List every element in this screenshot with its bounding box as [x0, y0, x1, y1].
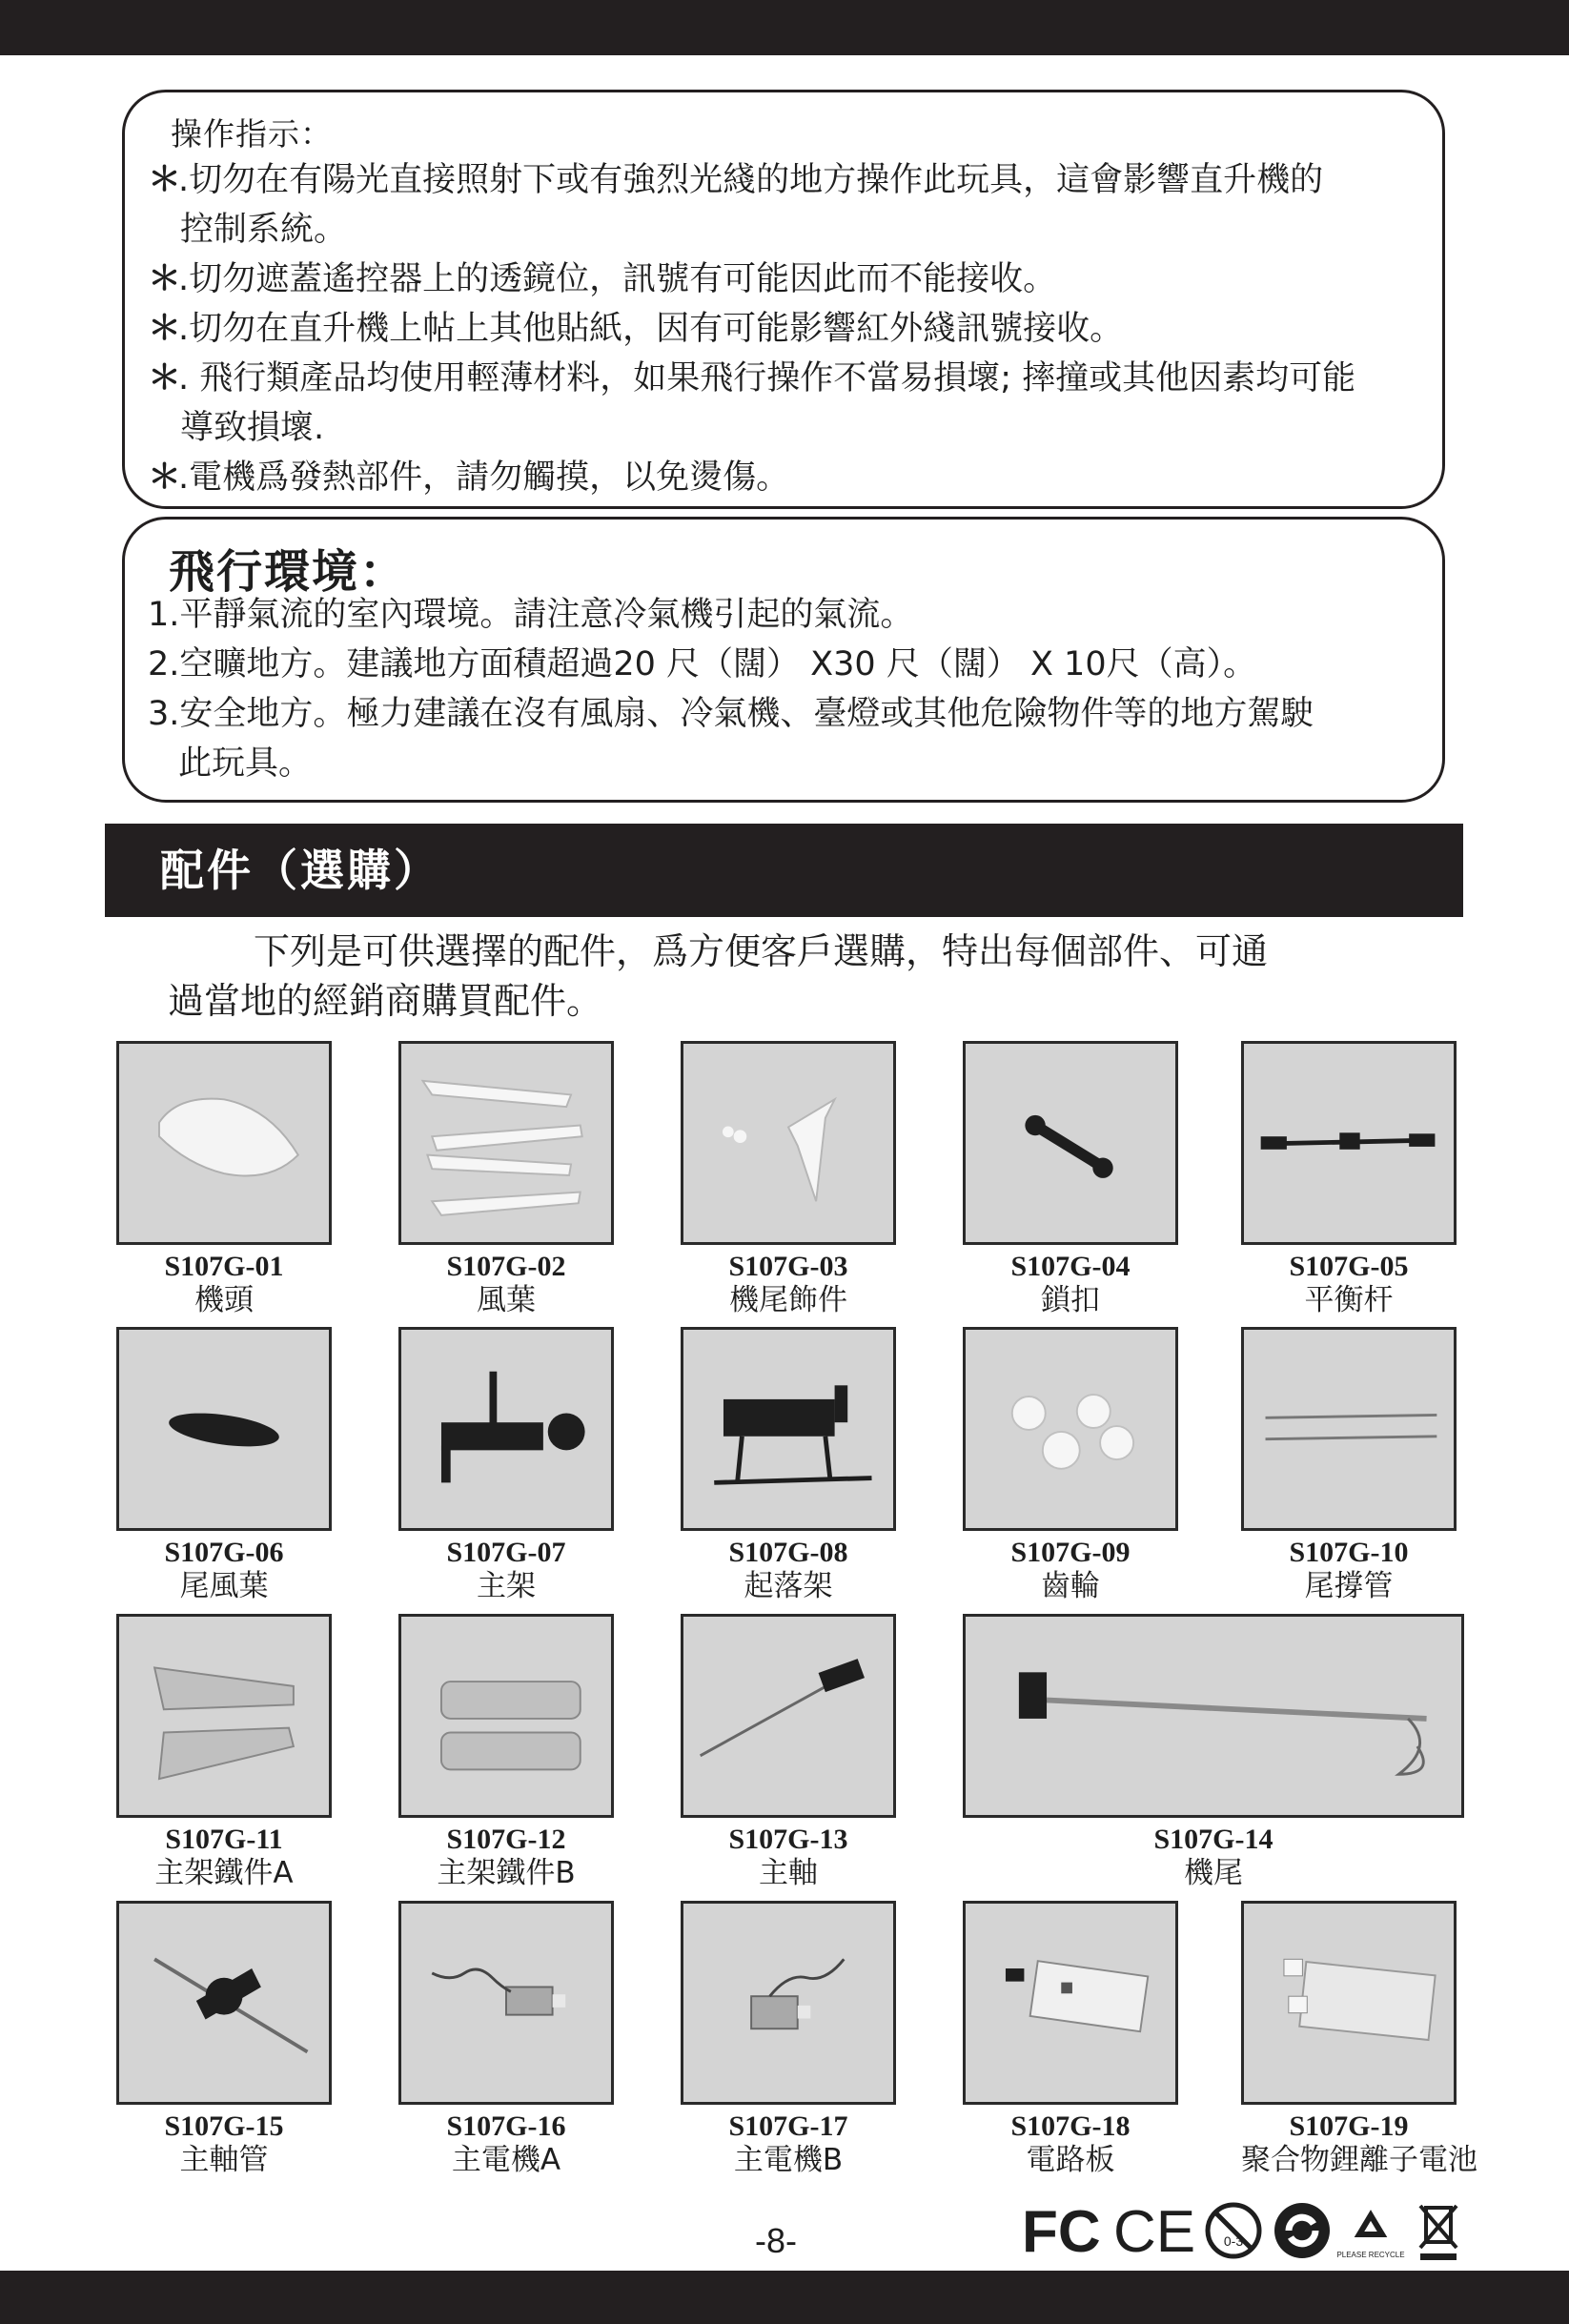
link-icon: [963, 1041, 1178, 1245]
battery-icon: [1241, 1901, 1457, 2105]
part-name: 風葉: [477, 1283, 536, 1317]
part-name: 主架鐵件B: [437, 1856, 576, 1890]
part-code: S107G-15: [164, 2110, 284, 2142]
part-code: S107G-13: [728, 1824, 848, 1855]
part-card: [963, 1614, 1464, 1894]
part-card: [681, 1041, 896, 1321]
part-code: S107G-03: [728, 1251, 848, 1282]
part-name: 聚合物鋰離子電池: [1241, 2143, 1477, 2177]
motor-a-icon: [398, 1901, 614, 2105]
part-name: 機尾飾件: [729, 1283, 847, 1317]
part-card: [963, 1041, 1178, 1321]
environment-item: 3.安全地方。極力建議在沒有風扇、冷氣機、臺燈或其他危險物件等的地方駕駛: [148, 695, 1314, 733]
part-card: [681, 1614, 896, 1894]
tail-fin-icon: [681, 1041, 896, 1245]
part-card: [681, 1901, 896, 2181]
main-shaft-icon: [681, 1614, 896, 1818]
instructions-title: 操作指示：: [171, 115, 333, 153]
tail-rods-icon: [1241, 1327, 1457, 1531]
fc-logo-icon: [1022, 2196, 1102, 2263]
age-warning-icon: [1203, 2196, 1264, 2263]
part-card: [963, 1327, 1178, 1607]
part-card: [116, 1327, 332, 1607]
part-name: 主軸: [759, 1856, 818, 1890]
part-name: 主架鐵件A: [154, 1856, 294, 1890]
instruction-item-cont: 導致損壞.: [180, 409, 325, 447]
instruction-item: ＊.切勿在有陽光直接照射下或有強烈光綫的地方操作此玩具，這會影響直升機的: [148, 161, 1324, 199]
environment-box: [122, 517, 1445, 803]
part-card: [681, 1327, 896, 1607]
part-card: [398, 1614, 614, 1894]
instruction-item: ＊. 飛行類產品均使用輕薄材料，如果飛行操作不當易損壞; 摔撞或其他因素均可能: [148, 359, 1356, 398]
environment-title: 飛行環境：: [169, 545, 408, 599]
svg-text:PLEASE RECYCLE: PLEASE RECYCLE: [1336, 2251, 1405, 2259]
accessories-heading: 配件（選購）: [105, 824, 1463, 917]
part-name: 主電機B: [733, 2143, 844, 2177]
page-number: -8-: [755, 2221, 797, 2260]
svg-text:FC: FC: [1022, 2199, 1101, 2265]
part-name: 尾撐管: [1304, 1569, 1394, 1603]
part-card: [398, 1041, 614, 1321]
landing-gear-icon: [681, 1327, 896, 1531]
part-name: 機頭: [194, 1283, 254, 1317]
part-code: S107G-07: [446, 1537, 566, 1568]
part-name: 電路板: [1026, 2143, 1115, 2177]
part-name: 主軸管: [179, 2143, 269, 2177]
instruction-item: ＊.切勿遮蓋遙控器上的透鏡位，訊號有可能因此而不能接收。: [148, 260, 1057, 298]
frame-plate-a-icon: [116, 1614, 332, 1818]
instruction-item-cont: 控制系統。: [180, 211, 348, 249]
accessories-intro: 下列是可供選擇的配件，爲方便客戶選購，特出每個部件、可通 過當地的經銷商購買配件。: [168, 930, 1269, 1022]
part-code: S107G-01: [164, 1251, 284, 1282]
part-card: [116, 1901, 332, 2181]
part-code: S107G-18: [1010, 2110, 1131, 2142]
environment-item-cont: 此玩具。: [178, 744, 313, 783]
part-code: S107G-10: [1289, 1537, 1409, 1568]
part-name: 主架: [477, 1569, 536, 1603]
part-code: S107G-02: [446, 1251, 566, 1282]
main-frame-icon: [398, 1327, 614, 1531]
part-name: 起落架: [744, 1569, 833, 1603]
frame-plate-b-icon: [398, 1614, 614, 1818]
ce-mark-icon: [1113, 2196, 1196, 2265]
part-name: 齒輪: [1041, 1569, 1100, 1603]
environment-item: 1.平靜氣流的室內環境。請注意冷氣機引起的氣流。: [148, 596, 914, 634]
part-code: S107G-16: [446, 2110, 566, 2142]
recycle-icon: [1336, 2196, 1405, 2263]
part-code: S107G-05: [1289, 1251, 1409, 1282]
part-code: S107G-08: [728, 1537, 848, 1568]
part-code: S107G-04: [1010, 1251, 1131, 1282]
balance-bar-icon: [1241, 1041, 1457, 1245]
bottom-bar: [0, 2271, 1569, 2324]
part-name: 平衡杆: [1304, 1283, 1394, 1317]
part-code: S107G-12: [446, 1824, 566, 1855]
part-code: S107G-11: [165, 1824, 283, 1855]
shaft-tube-icon: [116, 1901, 332, 2105]
blades-icon: [398, 1041, 614, 1245]
environment-item: 2.空曠地方。建議地方面積超過20 尺（闊） X30 尺（闊） X 10尺（高）。: [148, 645, 1257, 683]
part-name: 機尾: [1184, 1856, 1243, 1890]
part-code: S107G-14: [1153, 1824, 1274, 1855]
instruction-item: ＊.切勿在直升機上帖上其他貼紙，因有可能影響紅外綫訊號接收。: [148, 310, 1124, 348]
instruction-item: ＊.電機爲發熱部件，請勿觸摸，以免燙傷。: [148, 459, 790, 497]
part-card: [116, 1614, 332, 1894]
tail-rotor-icon: [116, 1327, 332, 1531]
part-name: 尾風葉: [179, 1569, 269, 1603]
svg-text:CE: CE: [1113, 2199, 1196, 2265]
instructions-box: [122, 90, 1445, 509]
motor-b-icon: [681, 1901, 896, 2105]
part-code: S107G-19: [1289, 2110, 1409, 2142]
part-code: S107G-06: [164, 1537, 284, 1568]
part-name: 鎖扣: [1041, 1283, 1100, 1317]
svg-text:0-3: 0-3: [1223, 2233, 1244, 2249]
part-code: S107G-17: [728, 2110, 848, 2142]
weee-bin-icon: [1415, 2196, 1462, 2263]
part-card: [1241, 1901, 1477, 2181]
part-card: [398, 1327, 614, 1607]
part-card: [1241, 1041, 1457, 1321]
part-card: [1241, 1327, 1457, 1607]
canopy-icon: [116, 1041, 332, 1245]
gears-icon: [963, 1327, 1178, 1531]
part-code: S107G-09: [1010, 1537, 1131, 1568]
tail-boom-icon: [963, 1614, 1464, 1818]
green-dot-icon: [1272, 2196, 1333, 2263]
circuit-board-icon: [963, 1901, 1178, 2105]
top-bar: [0, 0, 1569, 55]
part-card: [116, 1041, 332, 1321]
part-name: 主電機A: [451, 2143, 561, 2177]
part-card: [963, 1901, 1178, 2181]
part-card: [398, 1901, 614, 2181]
